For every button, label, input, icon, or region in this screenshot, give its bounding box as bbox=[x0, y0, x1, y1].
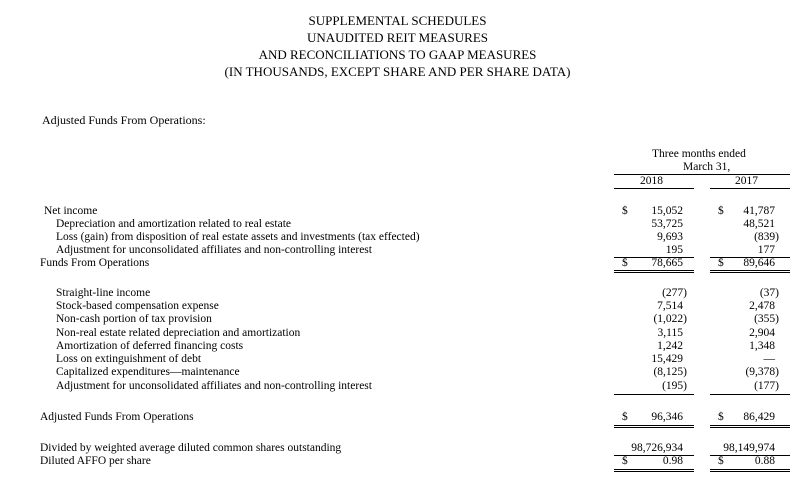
period-heading-line-1: Three months ended bbox=[652, 148, 746, 160]
subtotal-rule bbox=[710, 257, 790, 258]
currency-symbol: $ bbox=[622, 257, 628, 269]
row-label: Non-cash portion of tax provision bbox=[56, 313, 212, 325]
value-2017: 41,787 bbox=[743, 205, 775, 217]
total-rule bbox=[710, 425, 790, 426]
row-label: Amortization of deferred financing costs bbox=[56, 340, 244, 352]
total-rule bbox=[710, 427, 790, 428]
row-label: Non-real estate related depreciation and amortization bbox=[56, 327, 301, 339]
subtotal-rule bbox=[614, 394, 694, 395]
value-2018: 0.98 bbox=[662, 455, 683, 467]
row-label: Net income bbox=[44, 205, 98, 217]
value-2018: 1,242 bbox=[657, 340, 683, 352]
value-2018: 15,052 bbox=[651, 205, 683, 217]
value-2017: 177 bbox=[757, 244, 775, 256]
total-rule bbox=[710, 270, 790, 271]
subtotal-rule bbox=[710, 394, 790, 395]
value-2017: (177) bbox=[754, 380, 779, 392]
value-2017: 2,478 bbox=[749, 300, 775, 312]
column-year-2017: 2017 bbox=[735, 175, 758, 187]
row-label: Adjusted Funds From Operations bbox=[40, 411, 194, 423]
period-heading-line-2: March 31, bbox=[683, 161, 731, 173]
row-label: Adjustment for unconsolidated affiliates and non-controlling interest bbox=[56, 244, 372, 256]
year-2018-underline bbox=[614, 188, 694, 189]
row-label: Funds From Operations bbox=[40, 257, 150, 269]
row-label: Diluted AFFO per share bbox=[40, 455, 151, 467]
row-label: Loss on extinguishment of debt bbox=[56, 353, 202, 365]
value-2017: 89,646 bbox=[743, 257, 775, 269]
value-2018: 96,346 bbox=[651, 411, 683, 423]
total-rule bbox=[710, 471, 790, 472]
value-2018: (8,125) bbox=[653, 366, 687, 378]
total-rule bbox=[614, 270, 694, 271]
value-2018: 195 bbox=[665, 244, 683, 256]
value-2018: 53,725 bbox=[651, 218, 683, 230]
value-2017: (9,378) bbox=[745, 366, 779, 378]
value-2018: 3,115 bbox=[657, 327, 683, 339]
value-2018: 9,693 bbox=[657, 231, 683, 243]
total-rule bbox=[614, 272, 694, 273]
total-rule bbox=[614, 471, 694, 472]
value-2018: (195) bbox=[662, 380, 687, 392]
subtotal-rule bbox=[614, 455, 694, 456]
row-label: Capitalized expenditures—maintenance bbox=[56, 366, 240, 378]
row-label: Straight-line income bbox=[56, 287, 151, 299]
value-2018: (277) bbox=[662, 287, 687, 299]
row-label: Depreciation and amortization related to real estate bbox=[56, 218, 291, 230]
total-rule bbox=[614, 469, 694, 470]
row-label: Adjustment for unconsolidated affiliates and non-controlling interest bbox=[56, 380, 372, 392]
total-rule bbox=[710, 469, 790, 470]
currency-symbol: $ bbox=[718, 455, 724, 467]
value-2018: 98,726,934 bbox=[631, 442, 683, 454]
row-label: Loss (gain) from disposition of real estate assets and investments (tax effected) bbox=[56, 231, 420, 243]
total-rule bbox=[710, 272, 790, 273]
value-2017: (37) bbox=[759, 287, 779, 299]
value-2018: 15,429 bbox=[651, 353, 683, 365]
value-2017: 2,904 bbox=[749, 327, 775, 339]
currency-symbol: $ bbox=[622, 411, 628, 423]
total-rule bbox=[614, 425, 694, 426]
value-2017: — bbox=[763, 353, 775, 365]
value-2017: 48,521 bbox=[743, 218, 775, 230]
value-2018: (1,022) bbox=[653, 313, 687, 325]
subtotal-rule bbox=[710, 455, 790, 456]
header-line-1: SUPPLEMENTAL SCHEDULES bbox=[308, 13, 487, 28]
column-year-2018: 2018 bbox=[640, 175, 663, 187]
total-rule bbox=[614, 427, 694, 428]
header-line-4: (IN THOUSANDS, EXCEPT SHARE AND PER SHARE DATA) bbox=[224, 64, 571, 79]
value-2017: 1,348 bbox=[749, 340, 775, 352]
value-2017: (355) bbox=[754, 313, 779, 325]
value-2017: (839) bbox=[754, 231, 779, 243]
section-title: Adjusted Funds From Operations: bbox=[42, 113, 206, 127]
header-line-2: UNAUDITED REIT MEASURES bbox=[306, 30, 489, 45]
value-2017: 0.88 bbox=[754, 455, 775, 467]
currency-symbol: $ bbox=[718, 257, 724, 269]
currency-symbol: $ bbox=[622, 205, 628, 217]
currency-symbol: $ bbox=[718, 411, 724, 423]
subtotal-rule bbox=[614, 257, 694, 258]
currency-symbol: $ bbox=[718, 205, 724, 217]
value-2018: 7,514 bbox=[657, 300, 683, 312]
header-line-3: AND RECONCILIATIONS TO GAAP MEASURES bbox=[258, 47, 537, 62]
value-2018: 78,665 bbox=[651, 257, 683, 269]
row-label: Stock-based compensation expense bbox=[56, 300, 219, 312]
value-2017: 98,149,974 bbox=[723, 442, 775, 454]
year-2017-underline bbox=[710, 188, 790, 189]
row-label: Divided by weighted average diluted common shares outstanding bbox=[40, 442, 342, 454]
currency-symbol: $ bbox=[622, 455, 628, 467]
value-2017: 86,429 bbox=[743, 411, 775, 423]
